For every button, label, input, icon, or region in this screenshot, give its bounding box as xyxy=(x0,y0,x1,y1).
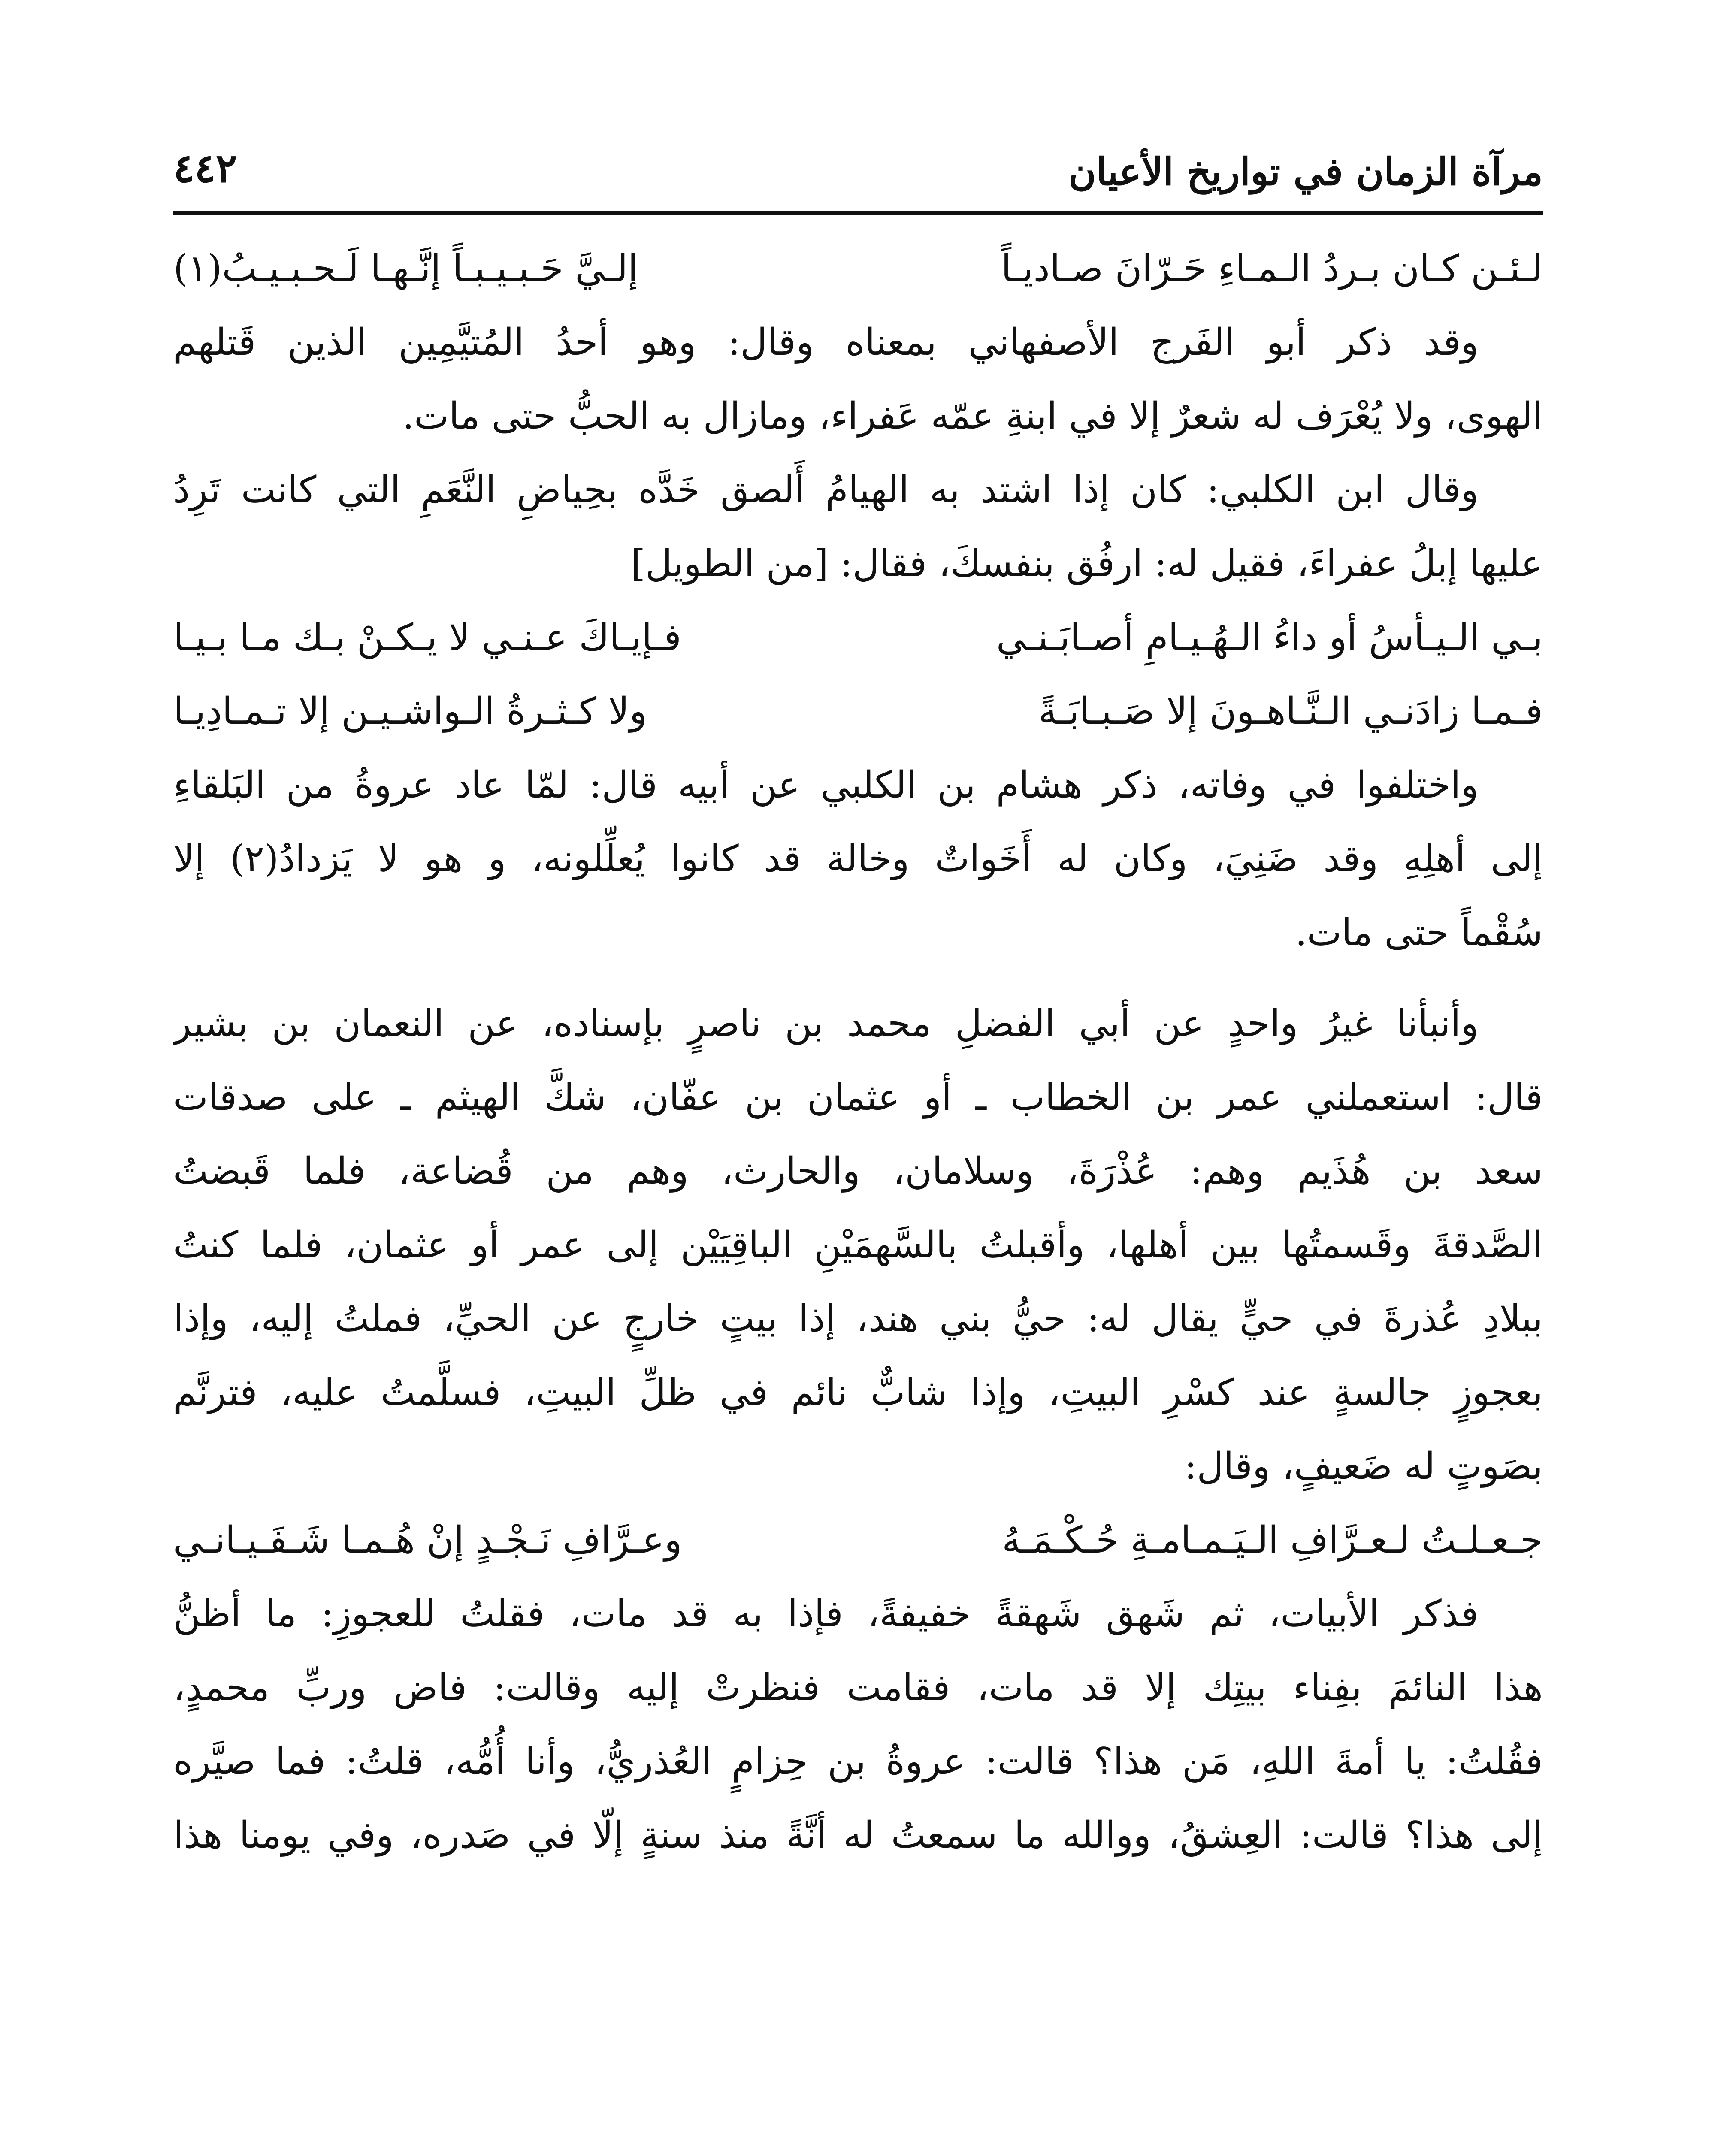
text-line: وقد ذكر أبو الفَرج الأصفهاني بمعناه وقال: وهو أحدُ المُتيَّمِين الذين قَتلهم xyxy=(173,321,1479,364)
text-line: الهوى، ولا يُعْرَف له شعرٌ إلا في ابنةِ عمّه عَفراء، ومازال به الحبُّ حتى مات. xyxy=(402,395,1543,438)
text-line: بعجوزٍ جالسةٍ عند كسْرِ البيتِ، وإذا شابٌّ نائم في ظلِّ البيتِ، فسلَّمتُ عليه، فترنَّم xyxy=(173,1371,1543,1414)
text-line: فذكر الأبيات، ثم شَهق شَهقةً خفيفةً، فإذا به قد مات، فقلتُ للعجوزِ: ما أظنُّ xyxy=(173,1592,1479,1635)
main-text xyxy=(173,232,1543,1872)
text-line: ببلادِ عُذرةَ في حيٍّ يقال له: حيُّ بني هند، إذا بيتٍ خارجٍ عن الحيِّ، فملتُ إليه، وإذا xyxy=(173,1297,1543,1340)
text-line: إلى أهلِهِ وقد ضَنِيَ، وكان له أَخَواتٌ وخالة قد كانوا يُعلِّلونه، و هو لا يَزدادُ(٢) إلا xyxy=(173,837,1543,880)
running-header xyxy=(173,141,1543,196)
verse-line xyxy=(173,1503,1543,1577)
page-number: ٤٤٢ xyxy=(173,145,237,191)
text-line: إلى هذا؟ قالت: العِشقُ، ووالله ما سمعتُ له أنَّةً منذ سنةٍ إلّا في صَدره، وفي يومنا هذا xyxy=(173,1814,1543,1857)
text-line: وقال ابن الكلبي: كان إذا اشتد به الهيامُ أَلصق خَدَّه بحِياضِ النَّعَمِ التي كانت تَرِدُ xyxy=(173,468,1479,511)
verse-second-hemistich: وعـرَّافِ نَـجْـدٍ إنْ هُـمـا شَـفَـيـانـي xyxy=(173,1519,682,1562)
paragraph-gap xyxy=(173,970,1543,987)
verse-line xyxy=(173,674,1543,748)
verse-second-hemistich: فـإيـاكَ عـنـي لا يـكـنْ بـك مـا بـيـا xyxy=(173,616,681,659)
verse-first-hemistich: جـعـلـتُ لـعـرَّافِ الـيَـمـامـةِ حُـكْـمَـهُ xyxy=(1002,1519,1543,1562)
text-line: واختلفوا في وفاته، ذكر هشام بن الكلبي عن أبيه قال: لمّا عاد عروةُ من البَلقاءِ xyxy=(173,764,1479,807)
verse-line xyxy=(173,232,1543,305)
text-line: سُقْماً حتى مات. xyxy=(1295,911,1543,954)
text-line: قال: استعملني عمر بن الخطاب ـ أو عثمان بن عفّان، شكَّ الهيثم ـ على صدقات xyxy=(173,1076,1543,1119)
verse-line xyxy=(173,601,1543,674)
text-line: فقُلتُ: يا أمةَ اللهِ، مَن هذا؟ قالت: عروةُ بن حِزامٍ العُذريُّ، وأنا أُمُّه، قلتُ: فما صيَّره xyxy=(173,1740,1543,1783)
text-line: هذا النائمَ بفِناء بيتِك إلا قد مات، فقامت فنظرتْ إليه وقالت: فاض وربِّ محمدٍ، xyxy=(173,1666,1543,1709)
verse-first-hemistich: فـمـا زادَنـي الـنَّـاهـونَ إلا صَـبـابَـةً xyxy=(1038,690,1543,733)
verse-second-hemistich: إلـيَّ حَـبـيـبـاً إنَّـهـا لَـحـبـيـبُ(١) xyxy=(173,247,638,290)
text-line: بصَوتٍ له ضَعيفٍ، وقال: xyxy=(1184,1445,1543,1488)
header-rule xyxy=(173,211,1543,215)
text-line: الصَّدقةَ وقَسمتُها بين أهلها، وأقبلتُ بالسَّهمَيْنِ الباقِيَيْن إلى عمر أو عثمان، فلما كنتُ xyxy=(173,1224,1543,1266)
text-line: سعد بن هُذَيم وهم: عُذْرَةَ، وسلامان، والحارث، وهم من قُضاعة، فلما قَبضتُ xyxy=(173,1150,1543,1193)
verse-first-hemistich: لـئـن كـان بـردُ الـمـاءِ حَـرّانَ صـاديـاً xyxy=(1001,247,1543,290)
book-title: مرآة الزمان في تواريخ الأعيان xyxy=(1068,149,1543,194)
text-line: وأنبأنا غيرُ واحدٍ عن أبي الفضلِ محمد بن ناصرٍ بإسناده، عن النعمان بن بشير xyxy=(173,1002,1479,1045)
verse-second-hemistich: ولا كـثـرةُ الـواشـيـن إلا تـمـادِيـا xyxy=(173,690,647,733)
verse-first-hemistich: بـي الـيـأسُ أو داءُ الـهُـيـامِ أصـابَـنـي xyxy=(996,616,1543,659)
text-line: عليها إبلُ عفراءَ، فقيل له: ارفُق بنفسكَ، فقال: [من الطويل] xyxy=(631,542,1543,585)
